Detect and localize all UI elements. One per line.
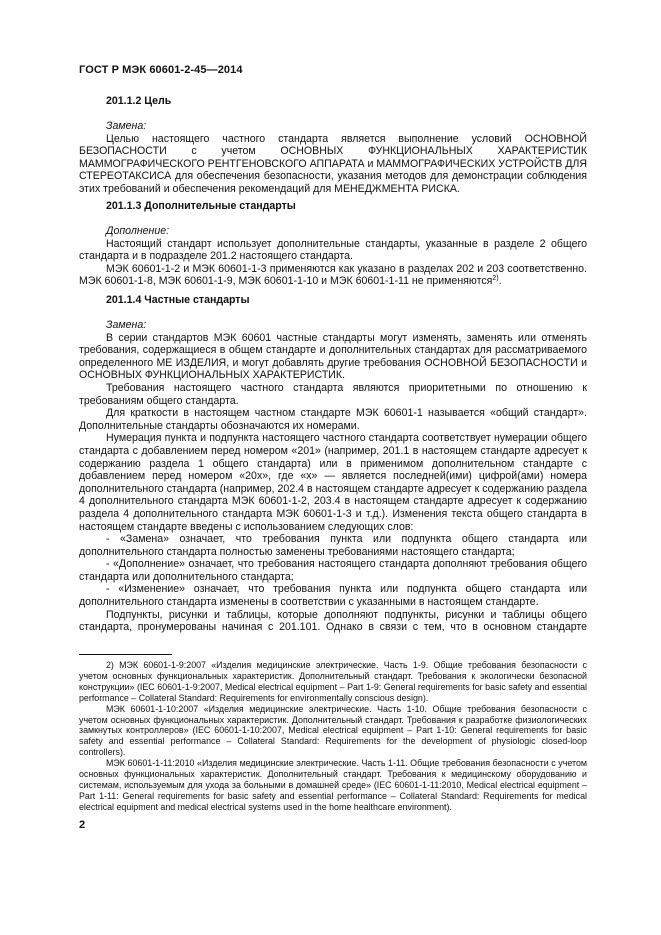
footnote: 2) МЭК 60601-1-9:2007 «Изделия медицинские электрические. Часть 1-9. Общие требования безопасности с учетом основных функциональных характеристик. Дополнительный стандарт. Требования к экологически безопасной конструкции» (IEC 60601-1-9:2007, Medical electrical equipment – Part 1-9: General requirements for basic safety and essential performance – Collateral Standard: Requirements for environmentally conscious design).	[79, 660, 587, 703]
page-number: 2	[79, 819, 86, 831]
section-heading: 201.1.4 Частные стандарты	[106, 294, 250, 306]
paragraph: Нумерация пункта и подпункта настоящего частного стандарта соответствует нумерации общего стандарта с добавлением перед номером «201» (например, 201.1 в настоящем стандарте адресует к содержанию раздела 1 общего стандарта) или в применимом дополнительном стандарте с добавлением перед номером «20х», где «х» — является последней(ими) цифрой(ами) номера дополнительного стандарта (например, 202.4 в настоящем стандарте адресует к содержанию раздела 4 дополнительного стандарта МЭК 60601-1-2, 203.4 в настоящем стандарте адресует к содержанию раздела 4 дополнительного стандарта МЭК 60601-1-3 и т.д.). Изменения текста общего стандарта в настоящем стандарте введены с использованием следующих слов:	[79, 432, 587, 533]
paragraph: Подпункты, рисунки и таблицы, которые дополняют подпункты, рисунки и таблицы общего стандарта, пронумерованы начиная с 201.101. Однако в связи с тем, что в основном стандарте	[79, 608, 587, 634]
paragraph: В серии стандартов МЭК 60601 частные стандарты могут изменять, заменять или отменять требования, содержащиеся в общем стандарте и дополнительных стандартах для рассматриваемого определенного МЕ ИЗДЕЛИЯ, и могут добавлять другие требования ОСНОВНОЙ БЕЗОПАСНОСТИ и ОСНОВНЫХ ФУНКЦИОНАЛЬНЫХ ХАРАКТЕРИСТИК.	[79, 331, 587, 382]
paragraph: Требования настоящего частного стандарта являются приоритетными по отношению к требованиям общего стандарта.	[79, 381, 587, 407]
document-header: ГОСТ Р МЭК 60601-2-45—2014	[79, 64, 243, 76]
list-item: - «Замена» означает, что требования пункта или подпункта общего стандарта или дополнительного стандарта полностью заменены требованиями настоящего стандарта;	[79, 533, 587, 558]
paragraph-end: .	[498, 275, 502, 288]
footnote: МЭК 60601-1-11:2010 «Изделия медицинские электрические. Часть 1-11. Общие требования безопасности с учетом основных функциональных характеристик. Дополнительный стандарт. Требования к медицинскому оборудованию и системам, используемым для ухода за больными в домашней среде» (IEC 60601-1-11:2010, Medical electrical equipment – Part 1-11: General requirements for basic safety and essential performance – Collateral Standard: Requirements for medical electrical equipment and medical electrical systems used in the home healthcare environment).	[79, 758, 587, 812]
section-label: Дополнение:	[106, 225, 170, 237]
list-item: - «Дополнение» означает, что требования настоящего стандарта дополняют требования общего стандарта или дополнительного стандарта;	[79, 558, 587, 583]
paragraph: Целью настоящего частного стандарта является выполнение условий ОСНОВНОЙ БЕЗОПАСНОСТИ с учетом ОСНОВНЫХ ФУНКЦИОНАЛЬНЫХ ХАРАКТЕРИСТИК МАММОГРАФИЧЕСКОГО РЕНТГЕНОВСКОГО АППАРАТА и МАММОГРАФИЧЕСКИХ УСТРОЙСТВ ДЛЯ СТЕРЕОТАКСИСА для обеспечения безопасности, указания методов для демонстрации соблюдения этих требований и обеспечения рекомендаций для МЕНЕДЖМЕНТА РИСКА.	[79, 132, 587, 195]
footnote-ref[interactable]: 2)	[492, 275, 499, 283]
paragraph: Для краткости в настоящем частном стандарте МЭК 60601-1 называется «общий стандарт». Дополнительные стандарты обозначаются их номерами.	[79, 407, 587, 432]
section-label: Замена:	[106, 120, 147, 132]
footnotes	[79, 660, 587, 813]
paragraph: Настоящий стандарт использует дополнительные стандарты, указанные в разделе 2 общего стандарта и в подразделе 201.2 настоящего стандарта.	[79, 237, 587, 263]
section-label: Замена:	[106, 319, 147, 331]
section-purpose	[79, 95, 587, 196]
section-collateral-standards	[79, 200, 587, 288]
section-heading: 201.1.2 Цель	[106, 95, 172, 107]
section-heading: 201.1.3 Дополнительные стандарты	[106, 200, 296, 212]
footnote-separator	[79, 654, 172, 655]
list-item: - «Изменение» означает, что требования пункта или подпункта общего стандарта или дополнительного стандарта изменены в соответствии с указанными в настоящем стандарте.	[79, 583, 587, 609]
footnote: МЭК 60601-1-10:2007 «Изделия медицинские электрические. Часть 1-10. Общие требования безопасности с учетом основных функциональных характеристик. Дополнительный стандарт. Требования к разработке физиологических замкнутых контроллеров» (IEC 60601-1-10:2007, Medical electrical equipment – Part 1-10: General requirements for basic safety and essential performance – Collateral Standard: Requirements for the development of physiologic closed-loop controllers).	[79, 703, 587, 758]
section-particular-standards	[79, 294, 587, 634]
paragraph-text: МЭК 60601-1-2 и МЭК 60601-1-3 применяются как указано в разделах 202 и 203 соответственно. МЭК 60601-1-8, МЭК 60601-1-9, МЭК 60601-1-10 и МЭК 60601-1-11 не применяются	[79, 262, 587, 288]
paragraph	[79, 263, 587, 288]
